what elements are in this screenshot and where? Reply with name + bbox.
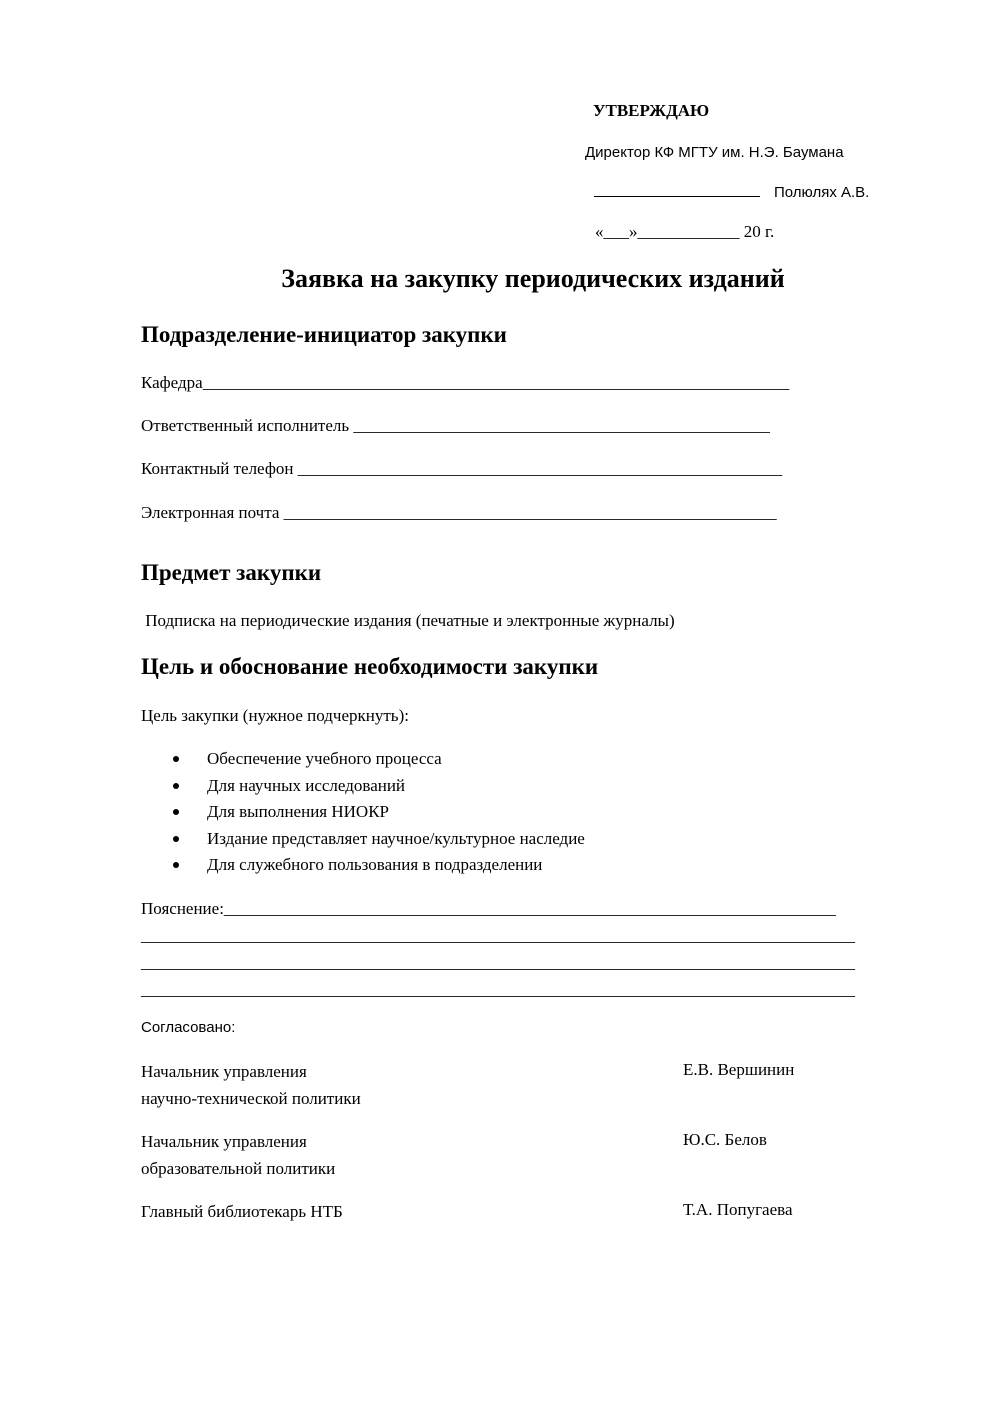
phone-field: Контактный телефон _________________________________________________________: [141, 459, 783, 478]
bullet-icon: [173, 862, 179, 868]
initiator-heading: Подразделение-инициатор закупки: [141, 322, 507, 347]
bullet-icon: [173, 836, 179, 842]
signatory-name: Т.А. Попугаева: [683, 1200, 793, 1219]
purpose-heading: Цель и обоснование необходимости закупки: [141, 654, 599, 679]
signatory-name: Е.В. Вершинин: [683, 1060, 795, 1079]
explanation-line: ____________________________________________________________________________________: [141, 980, 855, 999]
explanation-label: Пояснение:________________________________________________________________________: [141, 899, 836, 918]
list-item: Для служебного пользования в подразделении: [141, 852, 585, 879]
list-item: Обеспечение учебного процесса: [141, 746, 585, 773]
signatory-position: Начальник управления образовательной политики: [141, 1132, 336, 1178]
signatory-name: Ю.С. Белов: [683, 1130, 767, 1149]
approval-date: «___»____________ 20 г.: [595, 222, 775, 241]
explanation-line: ____________________________________________________________________________________: [141, 953, 855, 972]
approval-signer: Полюлях А.В.: [774, 184, 870, 201]
list-item: Издание представляет научное/культурное наследие: [141, 826, 585, 853]
approval-role: Директор КФ МГТУ им. Н.Э. Баумана: [585, 144, 844, 161]
executor-field: Ответственный исполнитель _________________________________________________: [141, 416, 770, 435]
purpose-options-list: [141, 746, 585, 879]
agreement-label: Согласовано:: [141, 1019, 236, 1036]
bullet-icon: [173, 809, 179, 815]
bullet-icon: [173, 783, 179, 789]
signatory-position: Главный библиотекарь НТБ: [141, 1202, 343, 1221]
email-field: Электронная почта __________________________________________________________: [141, 503, 777, 522]
list-item: Для выполнения НИОКР: [141, 799, 585, 826]
approval-signature: [594, 182, 869, 201]
subject-heading: Предмет закупки: [141, 560, 322, 585]
list-item: Для научных исследований: [141, 773, 585, 800]
department-field: Кафедра_____________________________________________________________________: [141, 373, 790, 392]
subject-text: Подписка на периодические издания (печатные и электронные журналы): [141, 611, 675, 630]
document-title: Заявка на закупку периодических изданий: [281, 264, 785, 293]
signatory-position: Начальник управления научно-технической политики: [141, 1062, 361, 1108]
signature-line: [594, 182, 760, 197]
explanation-line: ____________________________________________________________________________________: [141, 926, 855, 945]
approval-title: УТВЕРЖДАЮ: [593, 101, 710, 120]
purpose-intro: Цель закупки (нужное подчеркнуть):: [141, 706, 409, 725]
bullet-icon: [173, 756, 179, 762]
